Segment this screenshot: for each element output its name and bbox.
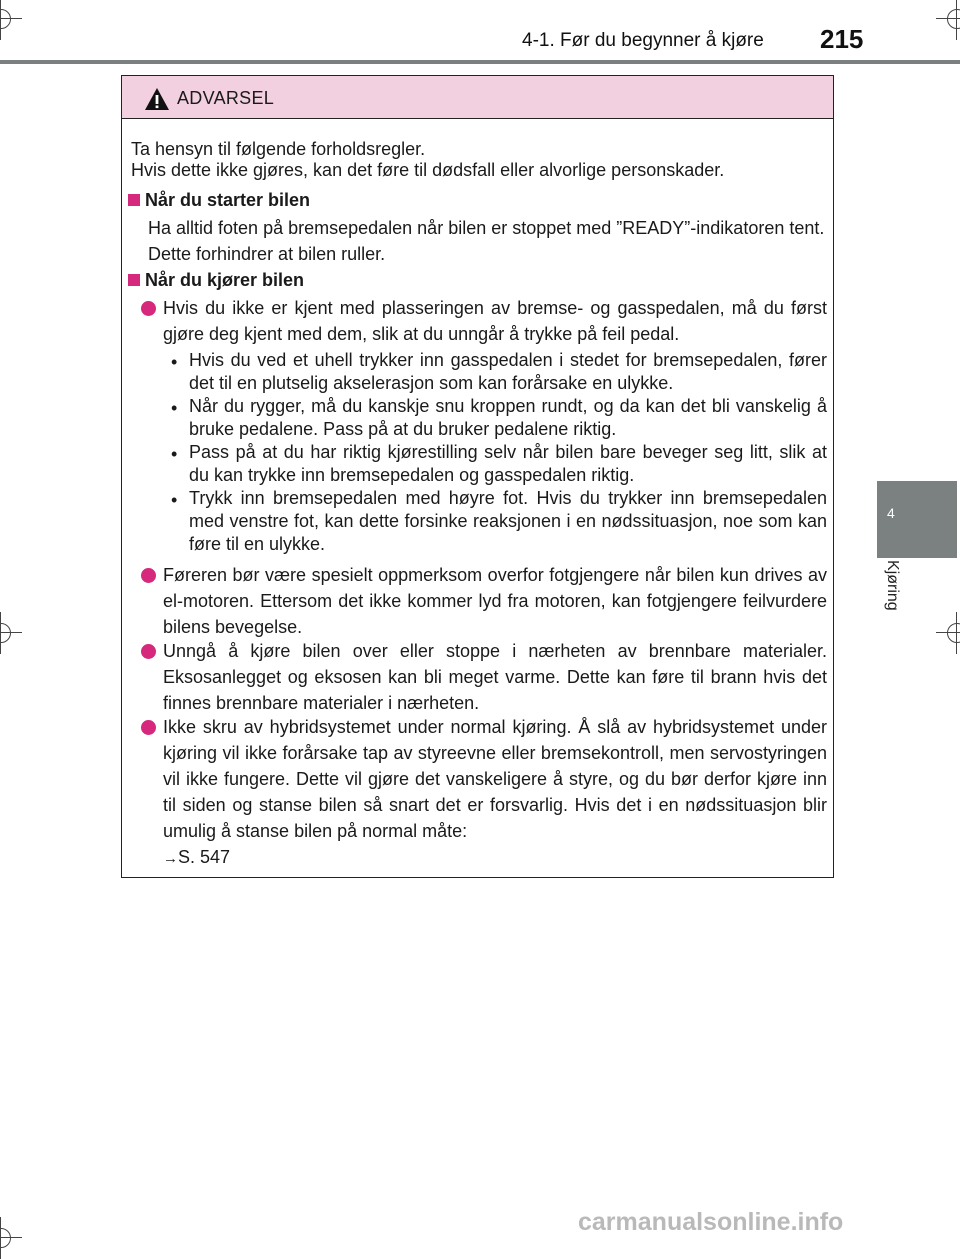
arrow-right-icon: → [163, 850, 178, 867]
warning-header [122, 76, 833, 119]
chapter-label: Kjøring [884, 560, 901, 611]
crop-mark-mid-left [0, 620, 14, 646]
round-bullet-icon [141, 720, 156, 735]
round-bullet-icon [141, 644, 156, 659]
dash-bullet: • [171, 352, 178, 372]
driving-subitem-1: Hvis du ved et uhell trykker inn gasspedalen i stedet for bremsepedalen, fører det til en plutselig akselerasjon som kan forårsake en ulykke. [189, 350, 827, 393]
chapter-number: 4 [887, 505, 895, 521]
intro-line-1: Ta hensyn til følgende forholdsregler. [131, 139, 426, 159]
section-text-starting: Ha alltid foten på bremsepedalen når bilen er stoppet med ”READY”-indikatoren tent. Dette forhindrer at bilen ruller. [148, 218, 825, 264]
section-title: 4-1. Før du begynner å kjøre [522, 30, 764, 51]
intro-line-2: Hvis dette ikke gjøres, kan det føre til dødsfall eller alvorlige personskader. [131, 160, 725, 180]
dash-bullet: • [171, 398, 178, 418]
driving-item-4: Ikke skru av hybridsystemet under normal kjøring. Å slå av hybridsystemet under kjøring vil ikke forårsake tap av styreevne eller bremsekontroll, men servostyringen vil ikke fungere. Dette vil gjøre det vanskeligere å styre, og du bør derfor kjøre inn til siden og stanse bilen så snart det er forsvarlig. Hvis det i en nødssituasjon blir umulig å stanse bilen på normal måte: [163, 717, 827, 841]
round-bullet-icon [141, 568, 156, 583]
dash-bullet: • [171, 444, 178, 464]
driving-subitem-4: Trykk inn bremsepedalen med høyre fot. Hvis du trykker inn bremsepedalen med venstre fot, kan dette forsinke reaksjonen i en nødssituasjon, noe som kan føre til en ulykke. [189, 488, 827, 554]
crop-mark-bottom-left [0, 1225, 14, 1251]
driving-subitem-2: Når du rygger, må du kanskje snu kroppen rundt, og da kan det bli vanskelig å bruke pedalene. Pass på at du bruker pedalene riktig. [189, 396, 827, 439]
section-heading-driving: Når du kjører bilen [128, 267, 304, 293]
watermark: carmanualsonline.info [578, 1208, 844, 1236]
crop-mark-top-right [944, 6, 960, 32]
page-number: 215 [820, 24, 864, 54]
section-heading-starting: Når du starter bilen [128, 187, 310, 213]
warning-title: ADVARSEL [177, 88, 275, 108]
page-reference: →S. 547 [163, 847, 231, 867]
header-divider [0, 60, 960, 64]
driving-item-2: Føreren bør være spesielt oppmerksom overfor fotgjengere når bilen kun drives av el-motoren. Ettersom det ikke kommer lyd fra motoren, kan fotgjengere feilvurdere bilens bevegelse. [163, 565, 827, 637]
square-bullet-icon [128, 274, 140, 286]
round-bullet-icon [141, 301, 156, 316]
driving-item-1: Hvis du ikke er kjent med plasseringen av bremse- og gasspedalen, må du først gjøre deg kjent med dem, slik at du unngår å trykke på feil pedal. [163, 298, 827, 344]
crop-mark-mid-right [944, 620, 960, 646]
warning-triangle-icon [144, 87, 170, 111]
crop-mark-top-left [0, 6, 14, 32]
dash-bullet: • [171, 490, 178, 510]
driving-item-3: Unngå å kjøre bilen over eller stoppe i nærheten av brennbare materialer. Eksosanlegget og eksosen kan bli meget varme. Dette kan føre til brann hvis det finnes brennbare materialer i nærheten. [163, 641, 827, 713]
warning-box [121, 75, 834, 878]
square-bullet-icon [128, 194, 140, 206]
driving-subitem-3: Pass på at du har riktig kjørestilling selv når bilen bare beveger seg litt, slik at du kan trykke inn bremsepedalen og gasspedalen riktig. [189, 442, 827, 485]
